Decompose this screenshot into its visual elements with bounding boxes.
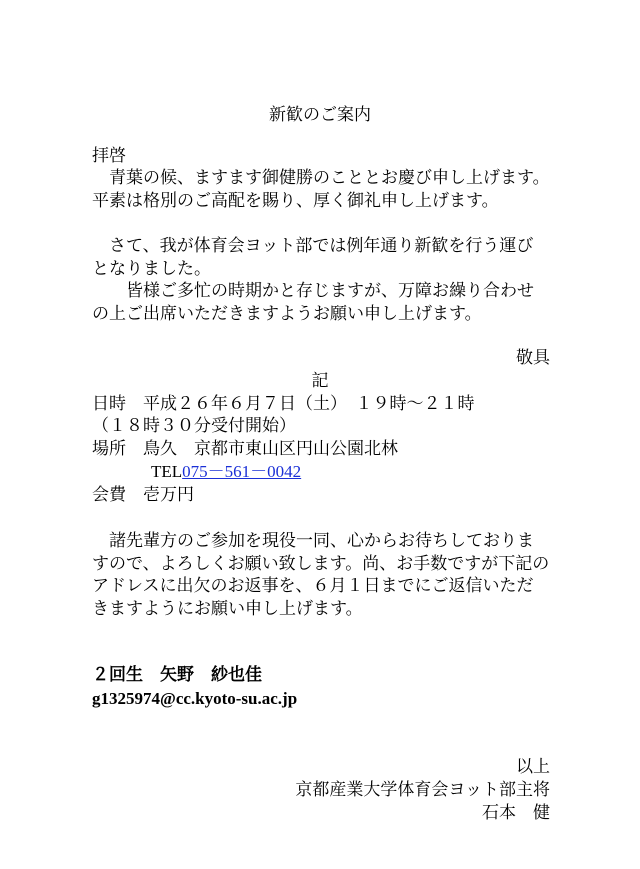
datetime-label: 日時 <box>92 394 126 414</box>
place-value: 鳥久 京都市東山区円山公園北林 <box>143 439 398 459</box>
document-title: 新歓のご案内 <box>269 105 371 125</box>
closing-paragraph: 諸先輩方のご参加を現役一同、心からお待ちしております​ので、よろしくお願い致します。尚、お手数ですが下記のアドレスに出欠のお返事を、６月１日までにご返信いただきますようにお願い申し上げます。 <box>92 531 550 619</box>
captain-name: 石本 健 <box>482 803 550 823</box>
tel-row <box>151 461 609 484</box>
intro-paragraph: さて、我が体育会ヨット部では例年通り新歓を行う運びとなりました。 <box>92 236 534 279</box>
fee-label: 会費 <box>92 485 126 505</box>
datetime-row <box>92 393 550 416</box>
organization: 京都産業大学体育会ヨット部主将 <box>295 780 550 800</box>
datetime-value: 平成２６年６月７日（土） １９時～２１時 <box>143 394 475 414</box>
request-paragraph: 皆様ご多忙の時期かと存じますが、万障お繰り合わせの上ご出席いただきますようお願い申し上げます。 <box>92 281 534 324</box>
contact-name: ２回生 矢野 紗也佳 <box>92 665 262 685</box>
salutation-open: 拝啓 <box>92 146 126 166</box>
salutation-close: 敬具 <box>516 348 550 368</box>
tel-link[interactable]: 075－561－0042 <box>182 462 302 481</box>
tel-prefix: TEL <box>151 462 183 481</box>
datetime-note: （１８時３０分受付開始） <box>92 416 296 436</box>
fee-value: 壱万円 <box>143 485 194 505</box>
fee-row <box>92 484 550 507</box>
ijo-label: 以上 <box>516 757 550 777</box>
greeting-paragraph: 青葉の候、ますます御健勝のこととお慶び申し上げます。平素は格別のご高配を賜り、厚く御礼申し上げます。 <box>92 168 550 211</box>
ki-label: 記 <box>311 371 329 391</box>
place-row <box>92 438 550 461</box>
contact-email: g1325974@cc.kyoto-su.ac.jp <box>92 689 298 708</box>
place-label: 場所 <box>92 439 126 459</box>
